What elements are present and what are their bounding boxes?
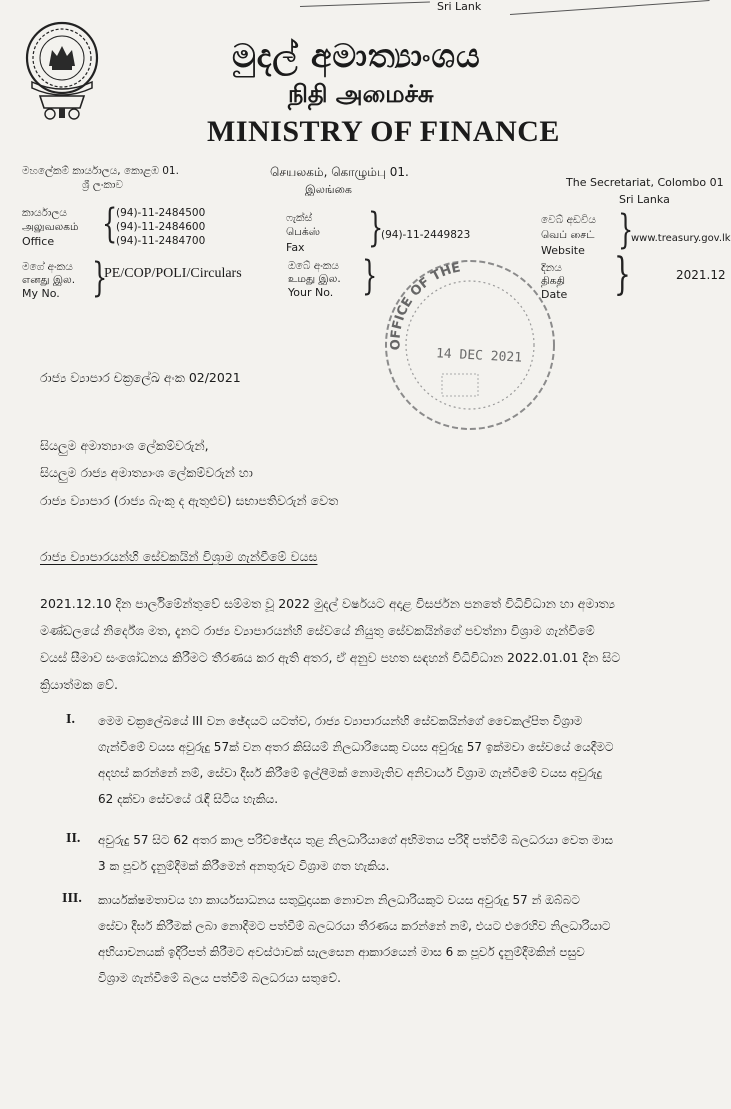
item-number: I. <box>66 712 75 727</box>
address-sinhala-line1: මහලේකම් කාර්යාලය, කොළඹ 01. <box>22 165 179 177</box>
recipient-line: සියලුම අමාත්‍යාංශ ලේකම්වරුන්, <box>40 438 209 453</box>
intro-paragraph <box>40 590 700 698</box>
received-stamp <box>370 250 570 435</box>
circular-subject: රාජ්‍ය ව්‍යාපාරයන්හි සේවකයින් විශ්‍රාම ගැන්වීමේ වයස <box>40 549 318 564</box>
brace-icon: } <box>92 255 108 301</box>
website-value: www.treasury.gov.lk <box>631 233 731 244</box>
my-no-label-en: My No. <box>22 287 60 300</box>
title-tamil: நிதி அமைச்சு <box>288 80 434 108</box>
my-no-value: PE/COP/POLI/Circulars <box>104 266 242 281</box>
brace-icon: { <box>102 201 118 247</box>
recipient-line: සියලුම රාජ්‍ය අමාත්‍යාංශ ලේකම්වරුන් හා <box>40 465 253 480</box>
date-label-en: Date <box>541 288 568 301</box>
brace-icon: } <box>362 253 378 299</box>
web-label-en: Website <box>541 244 585 257</box>
brace-icon: } <box>618 207 634 253</box>
title-sinhala: මුදල් අමාත්‍යාංශය <box>232 36 481 75</box>
item-number: II. <box>66 831 81 846</box>
item-line: 3 ක පූර්ව දැනුම්දීමක් කිරීමෙන් අනතුරුව විශ්‍රාම ගත හැකිය. <box>98 859 390 873</box>
date-label-ta: திகதி <box>541 275 565 287</box>
date-value: 2021.12 <box>676 268 726 282</box>
office-number-1: (94)-11-2484500 <box>116 207 206 219</box>
address-tamil-line1: செயலகம், கொழும்பு 01. <box>270 165 409 179</box>
intro-line: 2021.12.10 දින පාර්ලිමේන්තුවේ සම්මත වූ 2022 මුදල් වර්ෂයට අදාළ විසර්ජන පනතේ විධිවිධාන හා අමාත්‍ය <box>40 596 615 611</box>
item-line: ගැන්වීමේ වයස අවුරුදු 57ක් වන අතර කිසියම් නිලධාරියෙකු වයස අවුරුදු 57 ඉක්මවා සේවයේ යෙදීමට <box>98 740 614 754</box>
web-label-si: වෙබ් අඩවිය <box>541 214 596 226</box>
intro-line: ක්‍රියාත්මක වේ. <box>40 677 118 692</box>
office-label-si: කාර්යාලය <box>22 207 67 219</box>
item-text <box>98 887 708 991</box>
top-fragment-text: Sri Lank <box>437 0 482 13</box>
fax-label-ta: பெக்ஸ் <box>286 226 320 238</box>
your-no-label-ta: உமது இல. <box>288 273 341 285</box>
item-line: 62 දක්වා සේවයේ රැඳී සිටිය හැකිය. <box>98 792 279 806</box>
office-number-2: (94)-11-2484600 <box>116 221 206 233</box>
date-label-si: දිනය <box>541 262 562 274</box>
intro-line: මණ්ඩලයේ නිර්දේශ මත, දැනට රාජ්‍ය ව්‍යාපාරයන්හි සේවයේ නියුතු සේවකයින්ගේ පවත්නා විශ්‍රාම ගැන්වීමේ <box>40 623 595 638</box>
recipient-line: රාජ්‍ය ව්‍යාපාර (රාජ්‍ය බැංකු ද ඇතුළුව) සභාපතිවරුන් වෙත <box>40 493 339 508</box>
item-number: III. <box>62 891 82 906</box>
brace-icon: } <box>368 205 384 251</box>
circular-number: රාජ්‍ය ව්‍යාපාර චක්‍රලේඛ අංක 02/2021 <box>40 370 241 385</box>
office-number-3: (94)-11-2484700 <box>116 235 206 247</box>
address-english-line2: Sri Lanka <box>619 193 670 206</box>
your-no-label-si: ඔබේ අංකය <box>288 260 339 272</box>
item-line: මෙම චක්‍රලේඛයේ III වන ඡේදයට යටත්ව, රාජ්‍ය ව්‍යාපාරයන්හි සේවකයින්ගේ වෛකල්පිත විශ්‍රාම <box>98 714 583 728</box>
item-text <box>98 708 708 812</box>
intro-line: වයස් සීමාව සංශෝධනය කිරීමට තීරණය කර ඇති අතර, ඒ අනුව පහත සඳහන් විධිවිධාන 2022.01.01 දින සිට <box>40 650 621 665</box>
web-label-ta: வெப் சைட் <box>541 229 595 241</box>
item-line: අවුරුදු 57 සිට 62 අතර කාල පරිච්ඡේදය තුළ නිලධාරියාගේ අභිමතය පරිදි පත්වීම් බලධරයා වෙත මාස <box>98 833 614 847</box>
your-no-label-en: Your No. <box>288 286 334 299</box>
title-english: MINISTRY OF FINANCE <box>207 115 560 148</box>
office-label-ta: அலுவலகம் <box>22 221 79 233</box>
my-no-label-si: මගේ අංකය <box>22 261 73 273</box>
brace-icon: } <box>614 249 631 300</box>
office-label-en: Office <box>22 235 55 248</box>
fax-label-si: ෆැක්ස් <box>286 212 313 224</box>
my-no-label-ta: எனது இல. <box>22 274 76 286</box>
page-edge-line <box>510 0 710 15</box>
item-line: අදහස් කරන්නේ නම්, සේවා දීර්ඝ කිරීමේ ඉල්ලීමක් නොමැතිව අනිවාර්ය විශ්‍රාම ගැන්වීමේ වයස අවුරුදු <box>98 766 602 780</box>
fax-number: (94)-11-2449823 <box>381 229 471 241</box>
page-edge-line <box>300 1 430 7</box>
sri-lanka-emblem-icon <box>22 16 102 122</box>
item-line: විශ්‍රාම ගැන්වීමේ බලය පත්වීම් බලධරයා සතුවේ. <box>98 971 341 985</box>
stamp-date: 14 DEC 2021 <box>435 346 523 366</box>
address-sinhala-line2: ශ්‍රී ලංකාව <box>82 179 124 191</box>
item-line: කාර්යක්ෂමතාවය හා කාර්යසාධනය සතුටුදායක නොවන නිලධාරියකුට වයස අවුරුදු 57 න් ඔබ්බට <box>98 893 580 907</box>
stamp-ring-text: OFFICE OF THE <box>388 260 462 351</box>
address-english-line1: The Secretariat, Colombo 01 <box>566 176 724 189</box>
item-text <box>98 827 708 879</box>
address-tamil-line2: இலங்கை <box>305 183 352 196</box>
fax-label-en: Fax <box>286 241 305 254</box>
item-line: සේවා දීර්ඝ කිරීමක් ලබා නොදීමට පත්වීම් බලධරයා තීරණය කරන්නේ නම්, එයට එරෙහිව නිලධාරියාට <box>98 919 611 933</box>
item-line: අභියාචනයක් ඉදිරිපත් කිරීමට අවස්ථාවක් සැලසෙන ආකාරයෙන් මාස 6 ක පූර්ව දැනුම්දීමකින් පසුව <box>98 945 585 959</box>
